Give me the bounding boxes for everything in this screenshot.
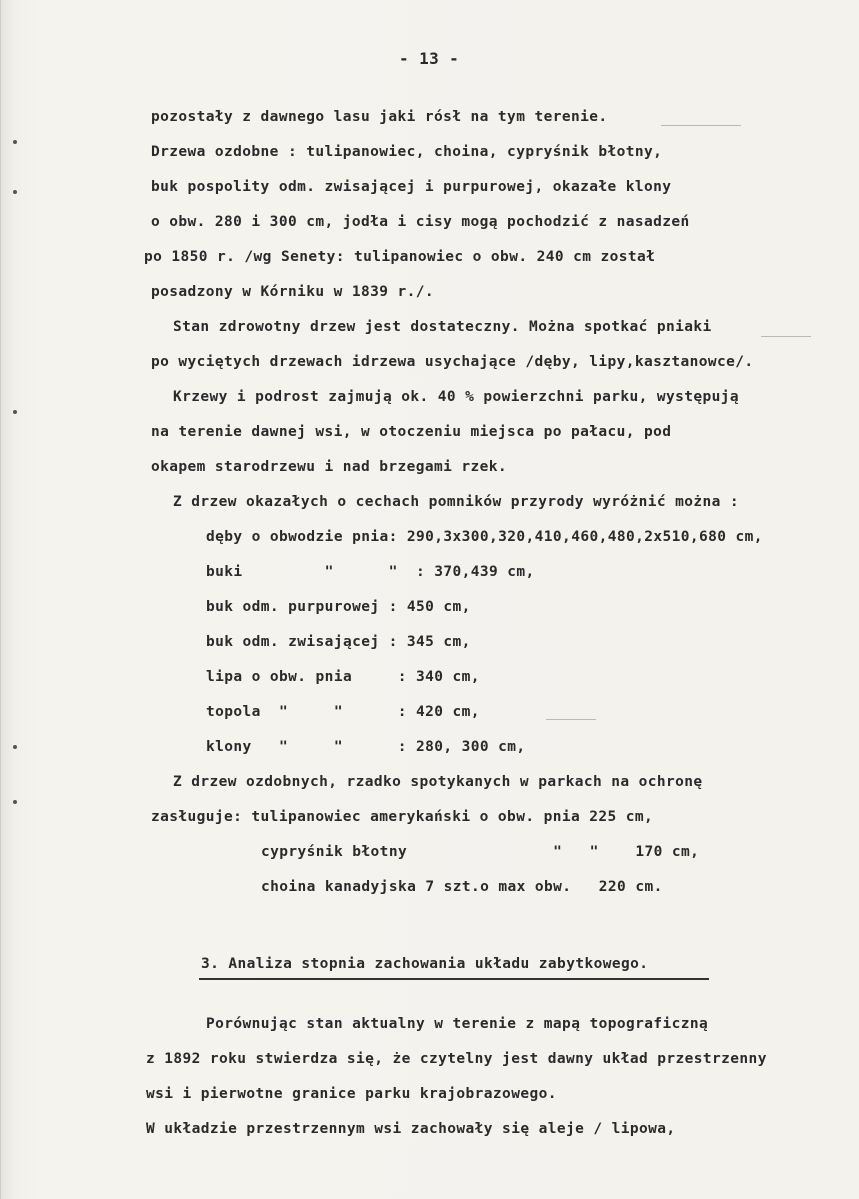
text-line: po 1850 r. /wg Senety: tulipanowiec o obw. 240 cm został [144, 249, 656, 265]
tree-list-item: topola " " : 420 cm, [206, 704, 480, 720]
tree-list-item: buki " " : 370,439 cm, [206, 564, 535, 580]
margin-mark [13, 190, 17, 194]
underline-mark [761, 336, 811, 337]
text-line: Drzewa ozdobne : tulipanowiec, choina, cypryśnik błotny, [151, 144, 663, 160]
text-line: W układzie przestrzennym wsi zachowały się aleje / lipowa, [146, 1121, 676, 1137]
margin-mark [13, 140, 17, 144]
margin-mark [13, 410, 17, 414]
text-line: na terenie dawnej wsi, w otoczeniu miejsca po pałacu, pod [151, 424, 672, 440]
text-line: posadzony w Kórniku w 1839 r./. [151, 284, 435, 300]
text-line: Porównując stan aktualny w terenie z mapą topograficzną [206, 1016, 709, 1032]
text-line: z 1892 roku stwierdza się, że czytelny jest dawny układ przestrzenny [146, 1051, 767, 1067]
underline-mark [546, 719, 596, 720]
text-line: Z drzew ozdobnych, rzadko spotykanych w parkach na ochronę [173, 774, 703, 790]
text-line: Krzewy i podrost zajmują ok. 40 % powierzchni parku, występują [173, 389, 740, 405]
heading-underline [199, 978, 709, 980]
margin-mark [13, 800, 17, 804]
underline-mark [661, 125, 741, 126]
text-line: okapem starodrzewu i nad brzegami rzek. [151, 459, 508, 475]
text-line: pozostały z dawnego lasu jaki rósł na tym terenie. [151, 109, 608, 125]
page-number: - 13 - [399, 49, 460, 68]
text-line: zasługuje: tulipanowiec amerykański o obw. pnia 225 cm, [151, 809, 654, 825]
tree-list-item: dęby o obwodzie pnia: 290,3x300,320,410,460,480,2x510,680 cm, [206, 529, 763, 545]
tree-list-item: cypryśnik błotny " " 170 cm, [261, 844, 700, 860]
tree-list-item: choina kanadyjska 7 szt.o max obw. 220 cm. [261, 879, 663, 895]
text-line: wsi i pierwotne granice parku krajobrazowego. [146, 1086, 557, 1102]
margin-mark [13, 745, 17, 749]
text-line: po wyciętych drzewach idrzewa usychające /dęby, lipy,kasztanowce/. [151, 354, 754, 370]
tree-list-item: buk odm. purpurowej : 450 cm, [206, 599, 471, 615]
section-heading: 3. Analiza stopnia zachowania układu zabytkowego. [201, 956, 649, 972]
text-line: buk pospolity odm. zwisającej i purpurowej, okazałe klony [151, 179, 672, 195]
text-line: Stan zdrowotny drzew jest dostateczny. Można spotkać pniaki [173, 319, 712, 335]
text-line: o obw. 280 i 300 cm, jodła i cisy mogą pochodzić z nasadzeń [151, 214, 690, 230]
tree-list-item: lipa o obw. pnia : 340 cm, [206, 669, 480, 685]
tree-list-item: buk odm. zwisającej : 345 cm, [206, 634, 471, 650]
text-line: Z drzew okazałych o cechach pomników przyrody wyróżnić można : [173, 494, 740, 510]
tree-list-item: klony " " : 280, 300 cm, [206, 739, 526, 755]
